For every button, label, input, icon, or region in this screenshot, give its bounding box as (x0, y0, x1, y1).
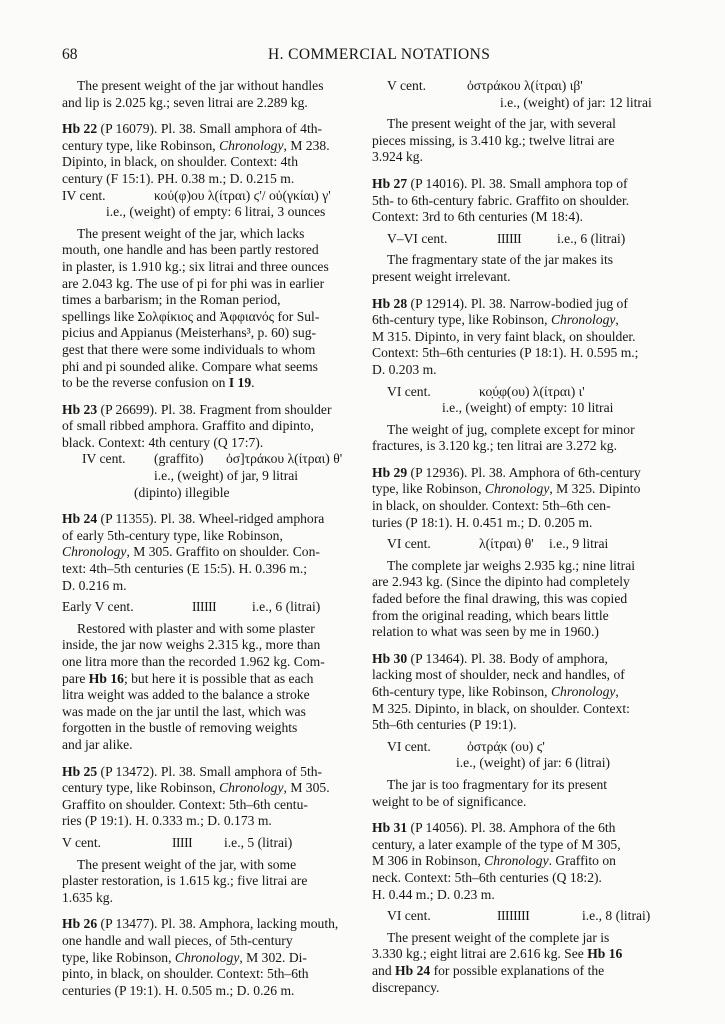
inscription-line (62, 451, 361, 468)
entry-hb31 (372, 820, 672, 996)
book-title: Chronology (219, 137, 284, 153)
book-title: Chronology (550, 312, 616, 328)
inscription-line (62, 835, 361, 852)
translation: i.e., (weight) of jar: 12 litrai (500, 94, 652, 110)
text-span: M 306 in Robinson, (372, 853, 485, 869)
entry-id: Hb 25 (62, 763, 98, 779)
text-line: Restored with plaster and with some plaster (77, 620, 315, 636)
text-line: pinto, in black, on shoulder. Context: 5th–6th (62, 966, 309, 982)
translation: i.e., 5 (litrai) (224, 834, 293, 850)
text-span: for possible explanations of the (430, 962, 605, 978)
text-line: Context: 5th–6th centuries (P 18:1). H. 0.595 m.; (372, 345, 639, 361)
entry-id: Hb 24 (62, 511, 98, 527)
inscription-line (62, 188, 361, 205)
inscription-label: (dipinto) illegible (134, 484, 230, 500)
text-line: lacking most of shoulder, neck and handles, of (372, 667, 625, 683)
text-line: The present weight of the complete jar is (387, 929, 610, 945)
entry-id: Hb 27 (372, 175, 408, 191)
book-title: Chronology (484, 481, 550, 497)
inscription-text: IIIIII (497, 230, 522, 246)
text-span: century type, like Robinson, (62, 780, 220, 796)
inscription-text: ὀστράκου λ(ίτραι) ιβ' (467, 78, 583, 93)
text-line: pieces missing, is 3.410 kg.; twelve litrai are (372, 132, 615, 148)
text-line: of small ribbed amphora. Graffito and dipinto, (62, 418, 314, 434)
entry-hb22 (62, 121, 361, 392)
text-line: times a barbarism; in the Roman period, (62, 292, 281, 308)
entry-hb27 (372, 176, 672, 286)
text-line: (P 26699). Pl. 38. Fragment from shoulder (97, 401, 332, 417)
cross-reference: Hb 16 (88, 670, 124, 686)
text-line: century (F 15:1). PH. 0.38 m.; D. 0.215 m. (62, 170, 295, 186)
text-line: black. Context: 4th century (Q 17:7). (62, 434, 264, 450)
book-title: Chronology (174, 949, 240, 965)
cross-reference: Hb 16 (587, 946, 623, 962)
date-label: VI cent. (387, 536, 431, 552)
text-line: plaster restoration, is 1.615 kg.; five litrai are (62, 873, 308, 889)
text-line: fractures, is 3.120 kg.; ten litrai are 3.272 kg. (372, 438, 617, 454)
text-line: relation to what was seen by me in 1960.) (372, 624, 599, 640)
text-span: . Graffito on (548, 853, 616, 869)
inscription-text: ὀστρά̣κ (ου) ϛ' (467, 738, 545, 754)
text-line: 1.635 kg. (62, 889, 113, 905)
translation: i.e., (weight) of empty: 6 litrai, 3 ounces (106, 204, 326, 220)
cross-reference: Hb 24 (395, 962, 431, 978)
running-header (0, 47, 725, 69)
text-line: are 2.943 kg. (Since the dipinto had completely (372, 574, 630, 590)
text-span: , M 305. Graffito on shoulder. Con- (126, 544, 320, 560)
text-line: weight to be of significance. (372, 793, 527, 809)
text-span: pare (62, 670, 89, 686)
text-line: The present weight of the jar, which lacks (77, 225, 305, 241)
left-column (62, 78, 361, 999)
inscription-line (372, 536, 672, 553)
inscription-line (372, 739, 672, 756)
text-line: (P 13464). Pl. 38. Body of amphora, (407, 650, 608, 666)
text-line: gest that there were some individuals to whom (62, 341, 316, 357)
text-line: neck. Context: 5th–6th centuries (Q 18:2). (372, 869, 602, 885)
text-span: to be the reverse confusion on (62, 375, 229, 391)
text-line: M 325. Dipinto, in black, on shoulder. Context: (372, 700, 630, 716)
text-line: The complete jar weighs 2.935 kg.; nine litrai (387, 557, 636, 573)
entry-id: Hb 29 (372, 464, 408, 480)
text-line: mouth, one handle and has been partly restored (62, 242, 319, 258)
inscription-text: IIIII (172, 834, 193, 850)
right-column (372, 78, 672, 996)
date-label: VI cent. (387, 908, 431, 924)
text-span: , (615, 312, 619, 328)
entry-hb23 (62, 402, 361, 502)
entry-id: Hb 28 (372, 295, 408, 311)
text-line: text: 4th–5th centuries (E 15:5). H. 0.396 m.; (62, 561, 308, 577)
inscription-line (372, 78, 672, 95)
text-span: , (615, 684, 619, 699)
inscription-line (372, 908, 672, 925)
text-line: present weight irrelevant. (372, 268, 511, 284)
text-line: Context: 3rd to 6th centuries (M 18:4). (372, 209, 584, 225)
text-line: century, a later example of the type of M 305, (372, 836, 621, 852)
text-span: . (251, 375, 255, 391)
translation: i.e., (weight) of empty: 10 litrai (442, 400, 614, 416)
running-title: H. COMMERCIAL NOTATIONS (268, 46, 491, 63)
text-line: ries (P 19:1). H. 0.333 m.; D. 0.173 m. (62, 813, 272, 829)
text-line: The weight of jug, complete except for minor (387, 421, 635, 437)
text-line: one handle and wall pieces, of 5th-century (62, 932, 293, 948)
text-line: (P 16079). Pl. 38. Small amphora of 4th- (97, 121, 323, 137)
inscription-text: κού(φ)ου λ(ίτραι) ϛ'/ οὐ(γκίαι) γ' (154, 187, 331, 203)
book-title: Chronology (550, 684, 616, 699)
text-line: inside, the jar now weighs 2.315 kg., more than (62, 637, 321, 653)
date-label: V cent. (62, 834, 102, 850)
translation: i.e., 6 (litrai) (557, 230, 626, 246)
text-line: spellings like Σολφίκιος and Ἀφφιανός for Sul- (62, 308, 320, 324)
text-span: type, like Robinson, (62, 949, 175, 965)
inscription-text: IIIIII (192, 599, 217, 615)
translation: i.e., 8 (litrai) (582, 908, 651, 924)
book-title: Chronology (62, 544, 127, 560)
text-span: , M 305. (283, 780, 330, 796)
translation: i.e., (weight) of jar, 9 litrai (154, 468, 299, 484)
text-line: The present weight of the jar without handles (77, 78, 324, 93)
text-line: from the original reading, which bears little (372, 607, 609, 623)
date-label: Early V cent. (62, 599, 134, 615)
text-span: , M 238. (283, 137, 330, 153)
entry-hb26 (62, 916, 361, 999)
text-line: The present weight of the jar, with several (387, 116, 616, 132)
date-label: IV cent. (82, 451, 126, 467)
entry-id: Hb 31 (372, 820, 408, 836)
intro-paragraph (62, 78, 361, 111)
text-span: type, like Robinson, (372, 481, 485, 497)
entry-hb30 (372, 651, 672, 810)
entry-hb29 (372, 465, 672, 641)
text-line: centuries (P 19:1). H. 0.505 m.; D. 0.26 m. (62, 982, 295, 998)
date-label: IV cent. (62, 187, 106, 203)
book-title: Chronology (484, 853, 549, 869)
entry-id: Hb 26 (62, 916, 98, 932)
cross-reference: I 19 (228, 375, 252, 391)
text-line: forgotten in the bustle of removing weights (62, 720, 298, 736)
text-line: litra weight was added to the balance a stroke (62, 687, 310, 703)
date-label: V cent. (387, 78, 427, 93)
inscription-line (372, 384, 672, 401)
text-line: Dipinto, in black, on shoulder. Context: 4th (62, 154, 298, 170)
page-number: 68 (62, 46, 78, 63)
text-line: The jar is too fragmentary for its present (387, 776, 608, 792)
text-span: , M 325. Dipinto (549, 481, 641, 497)
entry-hb26-continued (372, 78, 672, 166)
text-line: picius and Appianus (Meisterhans³, p. 60) sug- (62, 325, 317, 341)
translation: i.e., (weight) of jar: 6 (litrai) (456, 755, 611, 771)
entry-hb25 (62, 764, 361, 907)
text-line: (P 13472). Pl. 38. Small amphora of 5th- (97, 763, 323, 779)
date-label: V–VI cent. (387, 230, 448, 246)
text-line: M 315. Dipinto, in very faint black, on shoulder. (372, 328, 636, 344)
text-line: in plaster, is 1.910 kg.; six litrai and three ounces (62, 258, 329, 274)
text-line: discrepancy. (372, 979, 440, 995)
text-line: in black, on shoulder. Context: 5th–6th cen- (372, 498, 611, 514)
inscription-label: (graffito) (154, 451, 204, 467)
text-line: (P 14056). Pl. 38. Amphora of the 6th (407, 820, 616, 836)
inscription-text: λ(ίτραι) θ' (479, 536, 534, 552)
text-line: (P 12914). Pl. 38. Narrow-bodied jug of (407, 295, 628, 311)
text-line: are 2.043 kg. The use of pi for phi was in earlier (62, 275, 325, 291)
translation: i.e., 9 litrai (549, 536, 609, 552)
text-span: 6th-century type, like Robinson, (372, 312, 551, 328)
entry-hb28 (372, 296, 672, 455)
text-line: The fragmentary state of the jar makes its (387, 252, 614, 268)
text-line: one litra more than the recorded 1.962 kg. Com- (62, 654, 325, 669)
text-line: 5th- to 6th-century fabric. Graffito on shoulder. (372, 192, 630, 208)
text-span: , M 302. Di- (239, 949, 307, 965)
entry-id: Hb 23 (62, 401, 98, 417)
text-line: faded before the final drawing, this was copied (372, 591, 628, 607)
entry-id: Hb 30 (372, 650, 408, 666)
text-line: and jar alike. (62, 736, 133, 752)
text-span: 6th-century type, like Robinson, (372, 684, 551, 699)
text-line: was made on the jar until the last, which was (62, 703, 306, 719)
text-span: and (372, 962, 396, 978)
text-line: and lip is 2.025 kg.; seven litrai are 2.289 kg. (62, 94, 308, 110)
translation: i.e., 6 (litrai) (252, 599, 321, 615)
inscription-text: IIIIIIII (497, 908, 530, 924)
text-line: (P 11355). Pl. 38. Wheel-ridged amphora (97, 511, 325, 527)
text-line: (P 12936). Pl. 38. Amphora of 6th-century (407, 464, 641, 480)
text-line: D. 0.203 m. (372, 361, 437, 377)
entry-id: Hb 22 (62, 121, 98, 137)
inscription-text: ὀσ]τράκου λ(ίτραι) θ' (226, 451, 343, 467)
inscription-text: κο̣ύ̣φ(ου) λ(ίτραι) ι' (479, 383, 585, 399)
text-line: The present weight of the jar, with some (77, 856, 297, 872)
text-line: turies (P 18:1). H. 0.451 m.; D. 0.205 m. (372, 514, 593, 530)
date-label: VI cent. (387, 383, 431, 399)
text-line: phi and pi sounded alike. Compare what seems (62, 358, 318, 374)
text-line: D. 0.216 m. (62, 577, 127, 593)
date-label: VI cent. (387, 738, 431, 754)
text-span: ; but here it is possible that as each (123, 670, 314, 686)
inscription-line (62, 599, 361, 616)
text-span: century type, like Robinson, (62, 137, 220, 153)
text-line: (P 13477). Pl. 38. Amphora, lacking mouth, (97, 916, 339, 932)
text-line: 3.924 kg. (372, 149, 423, 165)
text-line: H. 0.44 m.; D. 0.23 m. (372, 886, 495, 902)
text-line: Graffito on shoulder. Context: 5th–6th centu- (62, 796, 308, 812)
text-line: 5th–6th centuries (P 19:1). (372, 717, 517, 733)
text-line: (P 14016). Pl. 38. Small amphora top of (407, 175, 628, 191)
inscription-line (372, 231, 672, 248)
book-title: Chronology (219, 780, 284, 796)
entry-hb24 (62, 511, 361, 753)
text-line: of early 5th-century type, like Robinson, (62, 527, 283, 543)
text-span: 3.330 kg.; eight litrai are 2.616 kg. See (372, 946, 588, 962)
